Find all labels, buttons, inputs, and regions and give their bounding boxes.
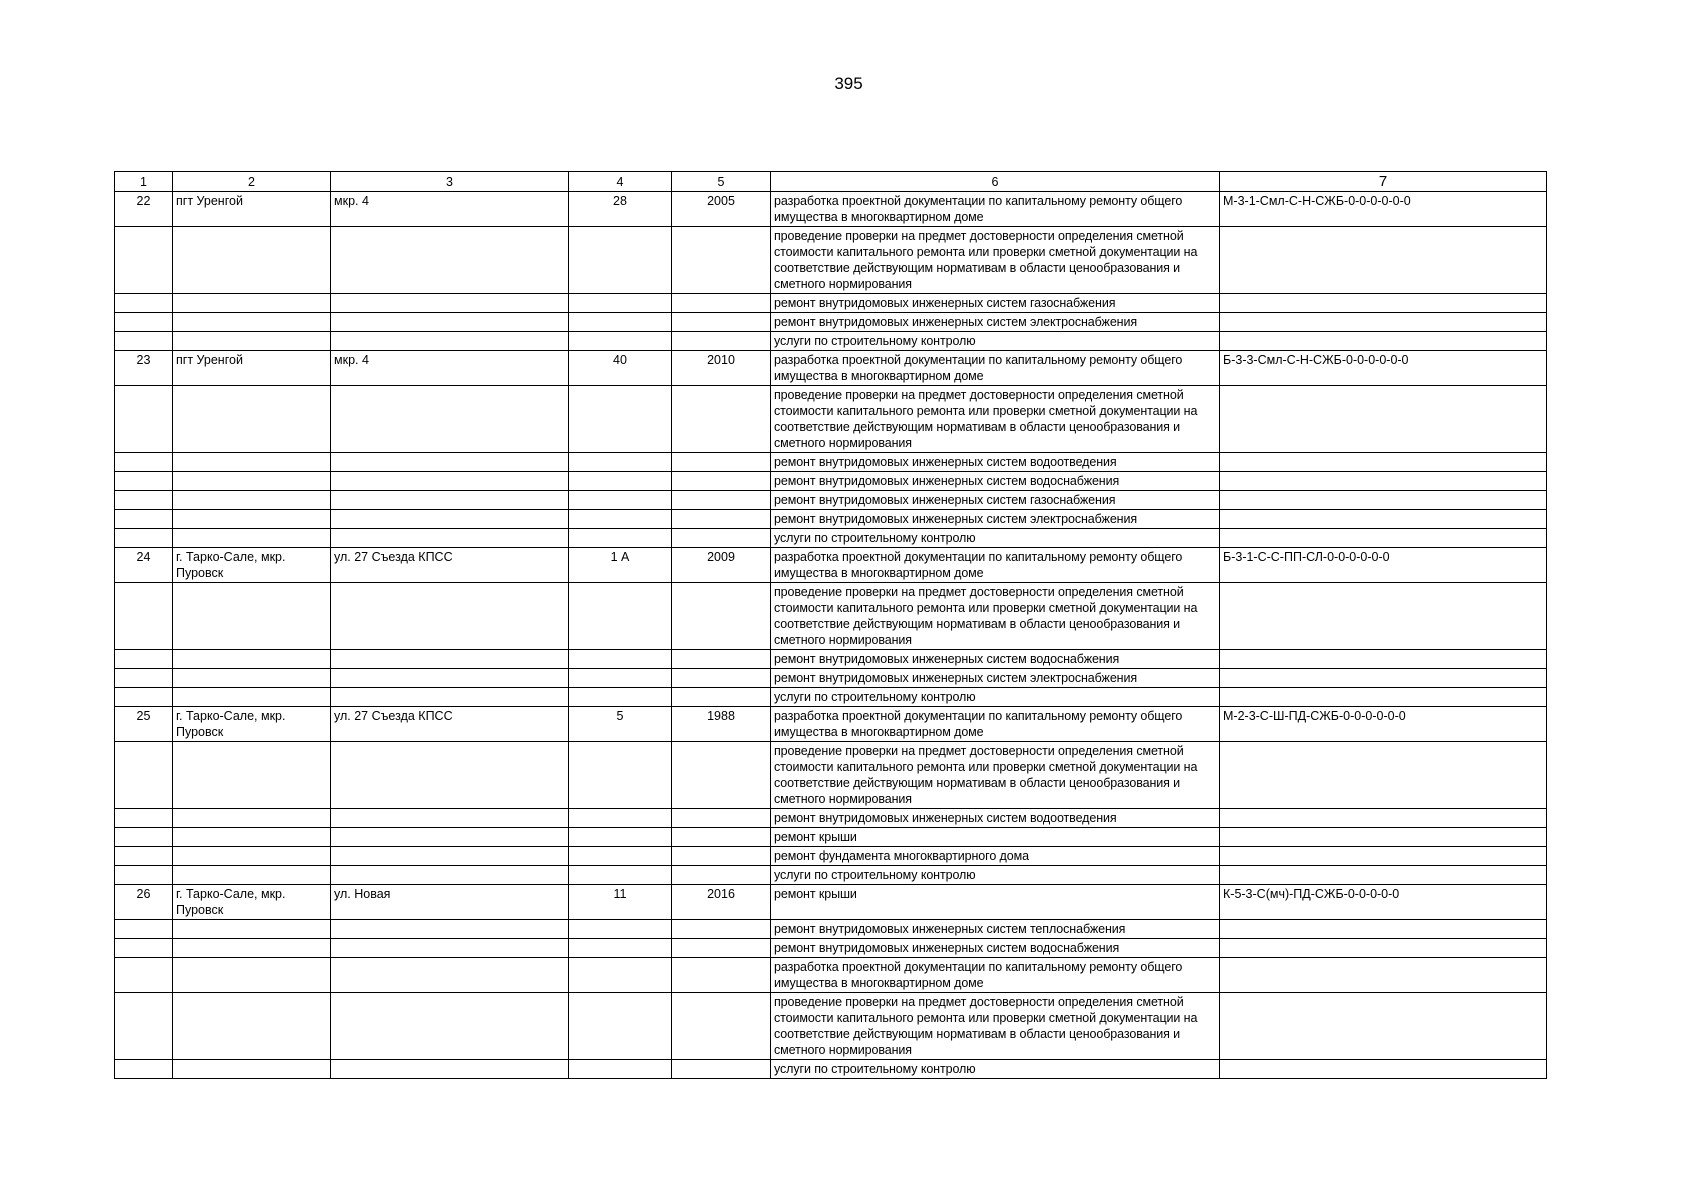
street-cell (331, 688, 569, 707)
year-cell (672, 386, 771, 453)
code-cell (1220, 847, 1547, 866)
house-number-cell (569, 920, 672, 939)
code-cell (1220, 828, 1547, 847)
table-row (115, 920, 1547, 939)
locality-cell (173, 491, 331, 510)
locality-cell: г. Тарко-Сале, мкр. Пуровск (173, 707, 331, 742)
locality-cell (173, 529, 331, 548)
work-type-cell: ремонт внутридомовых инженерных систем электроснабжения (771, 313, 1220, 332)
table-row (115, 351, 1547, 386)
year-cell (672, 958, 771, 993)
locality-cell: пгт Уренгой (173, 351, 331, 386)
code-cell (1220, 866, 1547, 885)
table-row (115, 866, 1547, 885)
table-row (115, 939, 1547, 958)
code-cell (1220, 939, 1547, 958)
code-cell (1220, 491, 1547, 510)
work-type-cell: проведение проверки на предмет достоверности определения сметной стоимости капитального ремонта или проверки сметной документации на соответствие действующим нормативам в области ценообразования и сметного нормирования (771, 742, 1220, 809)
work-type-cell: проведение проверки на предмет достоверности определения сметной стоимости капитального ремонта или проверки сметной документации на соответствие действующим нормативам в области ценообразования и сметного нормирования (771, 227, 1220, 294)
house-number-cell (569, 847, 672, 866)
year-cell (672, 1060, 771, 1079)
work-type-cell: услуги по строительному контролю (771, 866, 1220, 885)
row-number-cell: 22 (115, 192, 173, 227)
street-cell (331, 472, 569, 491)
code-cell (1220, 332, 1547, 351)
house-number-cell (569, 386, 672, 453)
locality-cell (173, 958, 331, 993)
work-type-cell: ремонт внутридомовых инженерных систем водоснабжения (771, 939, 1220, 958)
work-type-cell: услуги по строительному контролю (771, 688, 1220, 707)
repair-program-table (114, 171, 1547, 1079)
house-number-cell (569, 491, 672, 510)
street-cell (331, 958, 569, 993)
house-number-cell (569, 742, 672, 809)
street-cell (331, 313, 569, 332)
work-type-cell: ремонт внутридомовых инженерных систем водоотведения (771, 453, 1220, 472)
house-number-cell (569, 866, 672, 885)
table-row (115, 192, 1547, 227)
street-cell: мкр. 4 (331, 192, 569, 227)
work-type-cell: ремонт внутридомовых инженерных систем газоснабжения (771, 294, 1220, 313)
street-cell (331, 453, 569, 472)
header-col-6: 6 (771, 172, 1220, 192)
row-number-cell (115, 742, 173, 809)
house-number-cell (569, 510, 672, 529)
row-number-cell (115, 688, 173, 707)
row-number-cell (115, 583, 173, 650)
code-cell: Б-3-3-Смл-С-Н-СЖБ-0-0-0-0-0-0 (1220, 351, 1547, 386)
work-type-cell: ремонт внутридомовых инженерных систем электроснабжения (771, 510, 1220, 529)
locality-cell (173, 742, 331, 809)
street-cell (331, 1060, 569, 1079)
street-cell (331, 669, 569, 688)
locality-cell (173, 939, 331, 958)
work-type-cell: разработка проектной документации по капитальному ремонту общего имущества в многоквартирном доме (771, 192, 1220, 227)
table-row (115, 510, 1547, 529)
code-cell (1220, 529, 1547, 548)
street-cell (331, 332, 569, 351)
street-cell (331, 583, 569, 650)
table-row (115, 491, 1547, 510)
house-number-cell (569, 227, 672, 294)
year-cell (672, 866, 771, 885)
locality-cell (173, 313, 331, 332)
locality-cell (173, 847, 331, 866)
house-number-cell: 5 (569, 707, 672, 742)
table-row (115, 313, 1547, 332)
street-cell (331, 939, 569, 958)
street-cell (331, 847, 569, 866)
row-number-cell (115, 939, 173, 958)
locality-cell (173, 650, 331, 669)
street-cell (331, 386, 569, 453)
house-number-cell (569, 472, 672, 491)
house-number-cell: 11 (569, 885, 672, 920)
code-cell: Б-3-1-С-С-ПП-СЛ-0-0-0-0-0-0 (1220, 548, 1547, 583)
table-row (115, 294, 1547, 313)
house-number-cell (569, 828, 672, 847)
table-row (115, 688, 1547, 707)
house-number-cell (569, 583, 672, 650)
street-cell: ул. 27 Съезда КПСС (331, 707, 569, 742)
street-cell (331, 510, 569, 529)
code-cell (1220, 742, 1547, 809)
page-number: 395 (834, 74, 863, 93)
table-row (115, 650, 1547, 669)
row-number-cell (115, 510, 173, 529)
year-cell (672, 847, 771, 866)
street-cell (331, 294, 569, 313)
house-number-cell: 40 (569, 351, 672, 386)
table-row (115, 809, 1547, 828)
year-cell (672, 993, 771, 1060)
work-type-cell: услуги по строительному контролю (771, 332, 1220, 351)
table-row (115, 529, 1547, 548)
locality-cell: г. Тарко-Сале, мкр. Пуровск (173, 548, 331, 583)
street-cell (331, 650, 569, 669)
locality-cell (173, 688, 331, 707)
code-cell: М-3-1-Смл-С-Н-СЖБ-0-0-0-0-0-0 (1220, 192, 1547, 227)
street-cell (331, 993, 569, 1060)
code-cell (1220, 583, 1547, 650)
locality-cell (173, 866, 331, 885)
work-type-cell: ремонт внутридомовых инженерных систем водоснабжения (771, 650, 1220, 669)
year-cell: 2005 (672, 192, 771, 227)
table-body (115, 192, 1547, 1079)
street-cell (331, 920, 569, 939)
row-number-cell (115, 828, 173, 847)
house-number-cell (569, 669, 672, 688)
year-cell: 1988 (672, 707, 771, 742)
year-cell: 2009 (672, 548, 771, 583)
house-number-cell (569, 809, 672, 828)
locality-cell (173, 332, 331, 351)
year-cell (672, 529, 771, 548)
code-cell (1220, 688, 1547, 707)
locality-cell (173, 1060, 331, 1079)
street-cell (331, 491, 569, 510)
street-cell (331, 227, 569, 294)
house-number-cell (569, 332, 672, 351)
house-number-cell (569, 958, 672, 993)
table-row (115, 472, 1547, 491)
year-cell: 2016 (672, 885, 771, 920)
table-row (115, 583, 1547, 650)
locality-cell (173, 993, 331, 1060)
work-type-cell: ремонт внутридомовых инженерных систем газоснабжения (771, 491, 1220, 510)
code-cell: К-5-3-С(мч)-ПД-СЖБ-0-0-0-0-0 (1220, 885, 1547, 920)
locality-cell: пгт Уренгой (173, 192, 331, 227)
row-number-cell (115, 313, 173, 332)
code-cell (1220, 958, 1547, 993)
year-cell (672, 939, 771, 958)
row-number-cell (115, 866, 173, 885)
table-row (115, 847, 1547, 866)
work-type-cell: разработка проектной документации по капитальному ремонту общего имущества в многоквартирном доме (771, 707, 1220, 742)
row-number-cell: 24 (115, 548, 173, 583)
header-row (115, 172, 1547, 192)
table-row (115, 227, 1547, 294)
table-row (115, 958, 1547, 993)
row-number-cell: 25 (115, 707, 173, 742)
header-col-7: 7 (1220, 172, 1547, 192)
year-cell (672, 227, 771, 294)
year-cell (672, 294, 771, 313)
code-cell (1220, 650, 1547, 669)
locality-cell (173, 920, 331, 939)
house-number-cell (569, 1060, 672, 1079)
year-cell (672, 583, 771, 650)
locality-cell (173, 386, 331, 453)
table-row (115, 386, 1547, 453)
year-cell (672, 650, 771, 669)
code-cell (1220, 386, 1547, 453)
street-cell: ул. 27 Съезда КПСС (331, 548, 569, 583)
work-type-cell: ремонт внутридомовых инженерных систем водоотведения (771, 809, 1220, 828)
house-number-cell (569, 650, 672, 669)
table-row (115, 332, 1547, 351)
row-number-cell (115, 650, 173, 669)
locality-cell (173, 453, 331, 472)
table-row (115, 828, 1547, 847)
house-number-cell (569, 529, 672, 548)
code-cell (1220, 920, 1547, 939)
work-type-cell: ремонт крыши (771, 828, 1220, 847)
code-cell (1220, 227, 1547, 294)
year-cell (672, 510, 771, 529)
house-number-cell (569, 313, 672, 332)
work-type-cell: разработка проектной документации по капитальному ремонту общего имущества в многоквартирном доме (771, 958, 1220, 993)
row-number-cell (115, 227, 173, 294)
locality-cell (173, 294, 331, 313)
house-number-cell (569, 453, 672, 472)
code-cell (1220, 1060, 1547, 1079)
code-cell: М-2-3-С-Ш-ПД-СЖБ-0-0-0-0-0-0 (1220, 707, 1547, 742)
work-type-cell: услуги по строительному контролю (771, 529, 1220, 548)
work-type-cell: ремонт фундамента многоквартирного дома (771, 847, 1220, 866)
header-col-4: 4 (569, 172, 672, 192)
street-cell (331, 866, 569, 885)
street-cell (331, 742, 569, 809)
table-row (115, 993, 1547, 1060)
table-row (115, 885, 1547, 920)
table-row (115, 742, 1547, 809)
year-cell (672, 472, 771, 491)
locality-cell (173, 828, 331, 847)
work-type-cell: проведение проверки на предмет достоверности определения сметной стоимости капитального ремонта или проверки сметной документации на соответствие действующим нормативам в области ценообразования и сметного нормирования (771, 386, 1220, 453)
row-number-cell: 26 (115, 885, 173, 920)
street-cell (331, 809, 569, 828)
year-cell: 2010 (672, 351, 771, 386)
row-number-cell: 23 (115, 351, 173, 386)
street-cell (331, 529, 569, 548)
year-cell (672, 688, 771, 707)
locality-cell (173, 809, 331, 828)
street-cell: мкр. 4 (331, 351, 569, 386)
table-row (115, 707, 1547, 742)
code-cell (1220, 453, 1547, 472)
street-cell (331, 828, 569, 847)
year-cell (672, 453, 771, 472)
locality-cell (173, 227, 331, 294)
locality-cell: г. Тарко-Сале, мкр. Пуровск (173, 885, 331, 920)
header-col-2: 2 (173, 172, 331, 192)
house-number-cell (569, 939, 672, 958)
table-row (115, 669, 1547, 688)
table-row (115, 453, 1547, 472)
work-type-cell: ремонт внутридомовых инженерных систем водоснабжения (771, 472, 1220, 491)
house-number-cell: 28 (569, 192, 672, 227)
header-col-3: 3 (331, 172, 569, 192)
row-number-cell (115, 958, 173, 993)
row-number-cell (115, 1060, 173, 1079)
year-cell (672, 332, 771, 351)
locality-cell (173, 510, 331, 529)
row-number-cell (115, 809, 173, 828)
locality-cell (173, 669, 331, 688)
street-cell: ул. Новая (331, 885, 569, 920)
year-cell (672, 828, 771, 847)
row-number-cell (115, 529, 173, 548)
row-number-cell (115, 920, 173, 939)
house-number-cell: 1 А (569, 548, 672, 583)
code-cell (1220, 313, 1547, 332)
house-number-cell (569, 294, 672, 313)
year-cell (672, 742, 771, 809)
header-col-5: 5 (672, 172, 771, 192)
work-type-cell: проведение проверки на предмет достоверности определения сметной стоимости капитального ремонта или проверки сметной документации на соответствие действующим нормативам в области ценообразования и сметного нормирования (771, 583, 1220, 650)
code-cell (1220, 993, 1547, 1060)
row-number-cell (115, 453, 173, 472)
house-number-cell (569, 688, 672, 707)
locality-cell (173, 583, 331, 650)
locality-cell (173, 472, 331, 491)
row-number-cell (115, 294, 173, 313)
house-number-cell (569, 993, 672, 1060)
year-cell (672, 669, 771, 688)
year-cell (672, 491, 771, 510)
table-row (115, 1060, 1547, 1079)
work-type-cell: проведение проверки на предмет достоверности определения сметной стоимости капитального ремонта или проверки сметной документации на соответствие действующим нормативам в области ценообразования и сметного нормирования (771, 993, 1220, 1060)
code-cell (1220, 294, 1547, 313)
work-type-cell: разработка проектной документации по капитальному ремонту общего имущества в многоквартирном доме (771, 351, 1220, 386)
row-number-cell (115, 993, 173, 1060)
row-number-cell (115, 472, 173, 491)
year-cell (672, 313, 771, 332)
code-cell (1220, 669, 1547, 688)
work-type-cell: разработка проектной документации по капитальному ремонту общего имущества в многоквартирном доме (771, 548, 1220, 583)
work-type-cell: ремонт крыши (771, 885, 1220, 920)
row-number-cell (115, 491, 173, 510)
work-type-cell: услуги по строительному контролю (771, 1060, 1220, 1079)
row-number-cell (115, 386, 173, 453)
row-number-cell (115, 847, 173, 866)
year-cell (672, 809, 771, 828)
code-cell (1220, 510, 1547, 529)
work-type-cell: ремонт внутридомовых инженерных систем электроснабжения (771, 669, 1220, 688)
code-cell (1220, 809, 1547, 828)
code-cell (1220, 472, 1547, 491)
table-row (115, 548, 1547, 583)
row-number-cell (115, 332, 173, 351)
header-col-1: 1 (115, 172, 173, 192)
year-cell (672, 920, 771, 939)
row-number-cell (115, 669, 173, 688)
work-type-cell: ремонт внутридомовых инженерных систем теплоснабжения (771, 920, 1220, 939)
